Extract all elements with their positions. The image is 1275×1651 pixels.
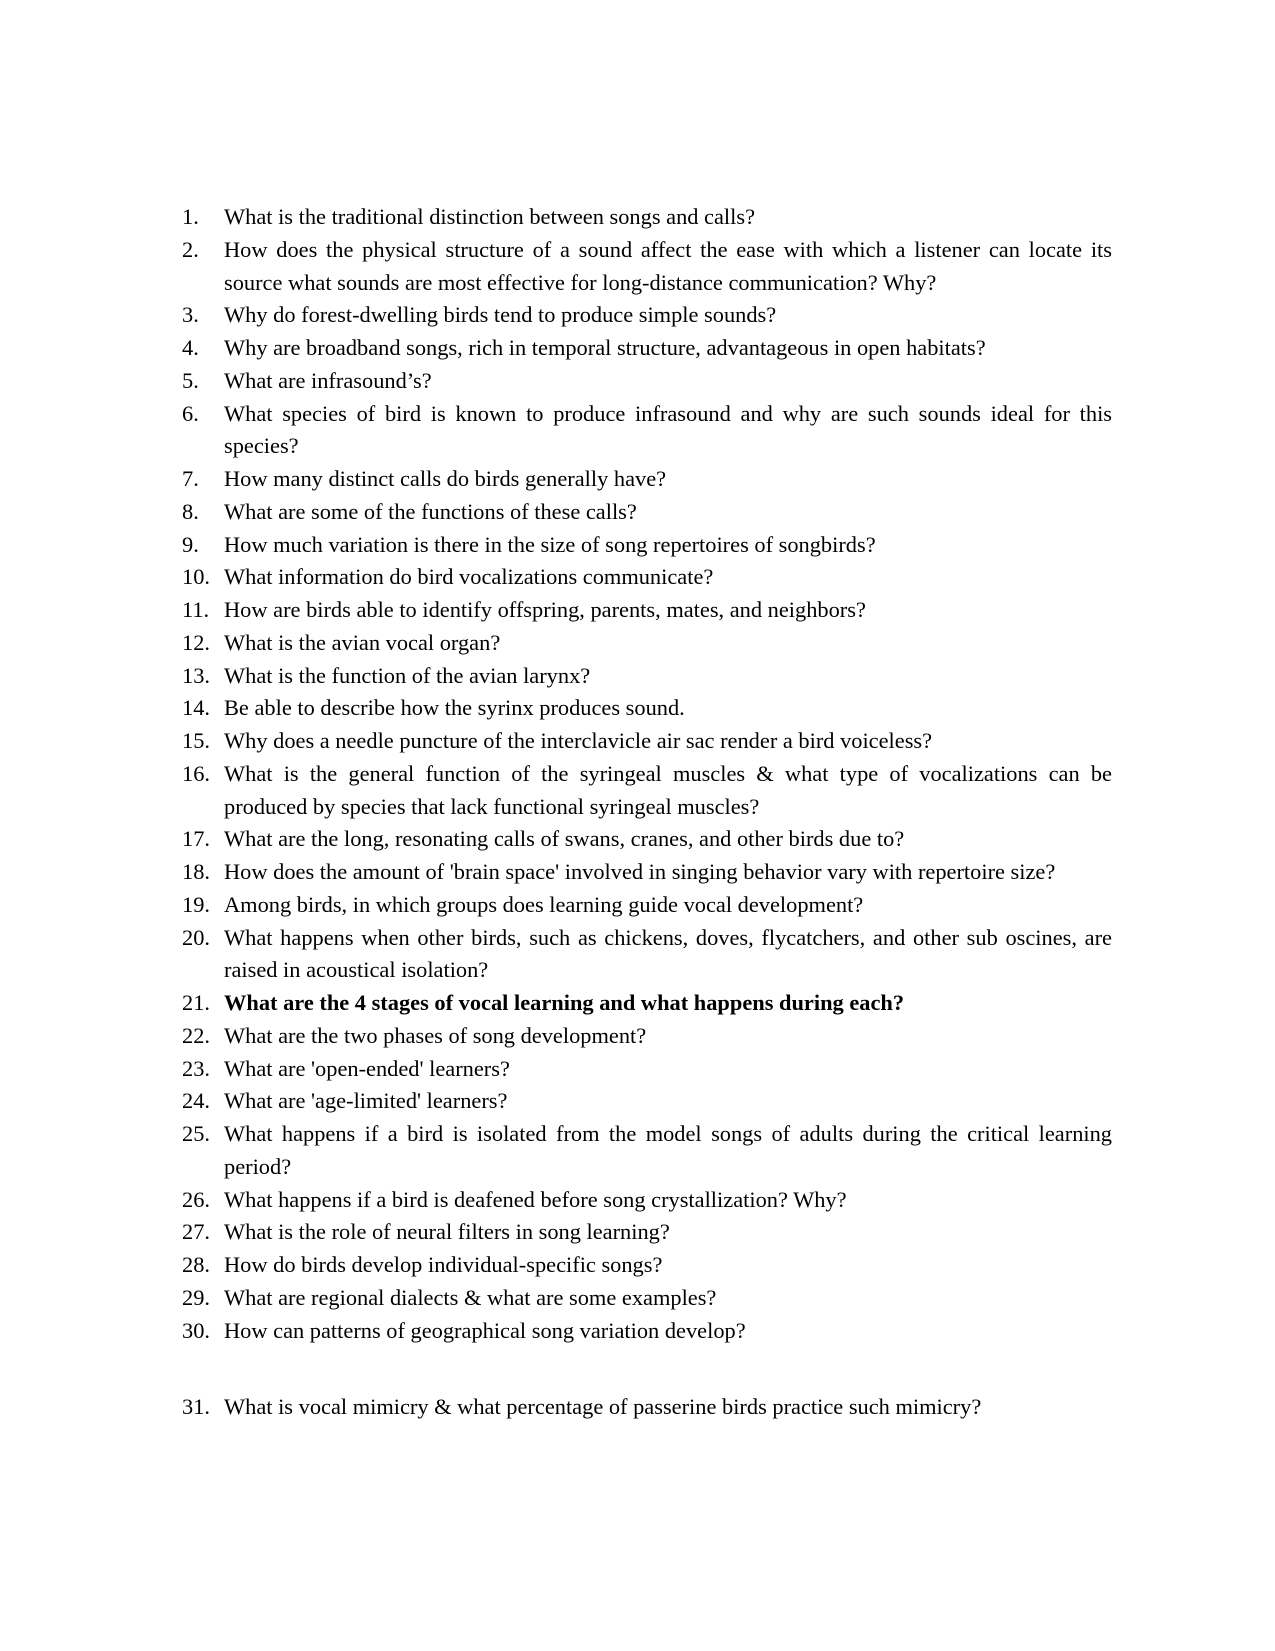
question-item <box>182 1184 1112 1217</box>
question-item <box>182 594 1112 627</box>
question-number: 20. <box>182 924 210 950</box>
question-item <box>182 856 1112 889</box>
question-item <box>182 889 1112 922</box>
question-number: 3. <box>182 302 199 328</box>
question-number: 14. <box>182 695 210 721</box>
question-text: What are regional dialects & what are some examples? <box>224 1284 717 1310</box>
question-number: 7. <box>182 466 199 491</box>
question-text: What are 'open-ended' learners? <box>224 1055 510 1081</box>
question-text: How does the physical structure of a sound affect the ease with which a listener can locate its source what sounds are most effective for long-distance communication? Why? <box>224 236 1112 295</box>
question-text: How does the amount of 'brain space' involved in singing behavior vary with repertoire size? <box>224 859 1056 884</box>
question-item <box>182 234 1112 300</box>
question-text: What is the general function of the syringeal muscles & what type of vocalizations can be produced by species that lack functional syringeal muscles? <box>224 760 1112 819</box>
question-item <box>182 463 1112 496</box>
question-number: 13. <box>182 662 210 688</box>
question-number: 24. <box>182 1088 210 1114</box>
question-text: Be able to describe how the syrinx produces sound. <box>224 695 685 721</box>
question-number: 22. <box>182 1022 210 1048</box>
question-item <box>182 201 1112 234</box>
question-text: What happens if a bird is isolated from the model songs of adults during the critical learning period? <box>224 1121 1112 1179</box>
question-number: 19. <box>182 891 210 917</box>
question-number: 1. <box>182 204 199 229</box>
question-text: What are the long, resonating calls of swans, cranes, and other birds due to? <box>224 826 905 852</box>
question-item <box>182 398 1112 464</box>
question-text: What happens when other birds, such as chickens, doves, flycatchers, and other sub oscines, are raised in acoustical isolation? <box>224 924 1112 983</box>
question-text: What is the avian vocal organ? <box>224 629 501 655</box>
question-item <box>182 1085 1112 1118</box>
question-number: 29. <box>182 1284 210 1310</box>
question-item <box>182 561 1112 594</box>
question-number: 15. <box>182 728 210 753</box>
question-list <box>182 201 1112 1424</box>
question-text: How are birds able to identify offspring, parents, mates, and neighbors? <box>224 597 866 622</box>
question-number: 2. <box>182 236 199 262</box>
question-item <box>182 299 1112 332</box>
question-item <box>182 1249 1112 1282</box>
question-item <box>182 627 1112 660</box>
question-number: 18. <box>182 859 210 884</box>
question-text: What is the role of neural filters in song learning? <box>224 1219 670 1245</box>
question-number: 4. <box>182 335 199 360</box>
question-text: What are some of the functions of these calls? <box>224 498 637 524</box>
question-number: 12. <box>182 629 210 655</box>
question-number: 16. <box>182 760 210 786</box>
question-text: What are the 4 stages of vocal learning and what happens during each? <box>224 990 905 1015</box>
question-text: Why are broadband songs, rich in temporal structure, advantageous in open habitats? <box>224 335 986 360</box>
question-number: 11. <box>182 597 210 622</box>
question-item <box>182 1391 1112 1424</box>
question-text: What are infrasound’s? <box>224 367 432 393</box>
question-item <box>182 496 1112 529</box>
question-item <box>182 1053 1112 1086</box>
question-item <box>182 1020 1112 1053</box>
question-text: Why do forest-dwelling birds tend to produce simple sounds? <box>224 302 777 328</box>
question-item <box>182 758 1112 824</box>
question-text: How much variation is there in the size of song repertoires of songbirds? <box>224 531 876 557</box>
question-text: What species of bird is known to produce infrasound and why are such sounds ideal for this species? <box>224 400 1112 459</box>
question-text: What are 'age-limited' learners? <box>224 1088 508 1114</box>
question-text: Why does a needle puncture of the interclavicle air sac render a bird voiceless? <box>224 728 933 753</box>
question-number: 17. <box>182 826 210 852</box>
question-item <box>182 1315 1112 1348</box>
question-item <box>182 823 1112 856</box>
question-item <box>182 332 1112 365</box>
question-number: 27. <box>182 1219 210 1245</box>
question-item <box>182 725 1112 758</box>
question-text: What happens if a bird is deafened before song crystallization? Why? <box>224 1186 847 1212</box>
question-item <box>182 529 1112 562</box>
question-text: What is the function of the avian larynx? <box>224 662 591 688</box>
question-item-highlighted <box>182 987 1112 1020</box>
question-item <box>182 692 1112 725</box>
question-number: 23. <box>182 1055 210 1081</box>
question-item <box>182 1216 1112 1249</box>
question-text: What information do bird vocalizations communicate? <box>224 564 714 590</box>
question-number: 31. <box>182 1394 210 1420</box>
question-number: 30. <box>182 1317 210 1343</box>
question-number: 6. <box>182 400 199 426</box>
question-text: What are the two phases of song development? <box>224 1022 647 1048</box>
question-text: How many distinct calls do birds generally have? <box>224 466 667 491</box>
question-item <box>182 922 1112 988</box>
question-item <box>182 660 1112 693</box>
question-number: 10. <box>182 564 210 590</box>
question-number: 21. <box>182 990 210 1015</box>
question-text: What is vocal mimicry & what percentage of passerine birds practice such mimicry? <box>224 1394 982 1420</box>
question-text: Among birds, in which groups does learning guide vocal development? <box>224 891 864 917</box>
question-item <box>182 1282 1112 1315</box>
question-text: How can patterns of geographical song variation develop? <box>224 1317 746 1343</box>
question-number: 25. <box>182 1121 210 1146</box>
question-text: What is the traditional distinction between songs and calls? <box>224 204 756 229</box>
question-number: 5. <box>182 367 199 393</box>
question-item <box>182 365 1112 398</box>
question-item <box>182 1118 1112 1184</box>
question-number: 8. <box>182 498 199 524</box>
question-text: How do birds develop individual-specific songs? <box>224 1252 663 1277</box>
question-number: 9. <box>182 531 199 557</box>
question-number: 26. <box>182 1186 210 1212</box>
question-number: 28. <box>182 1252 210 1277</box>
